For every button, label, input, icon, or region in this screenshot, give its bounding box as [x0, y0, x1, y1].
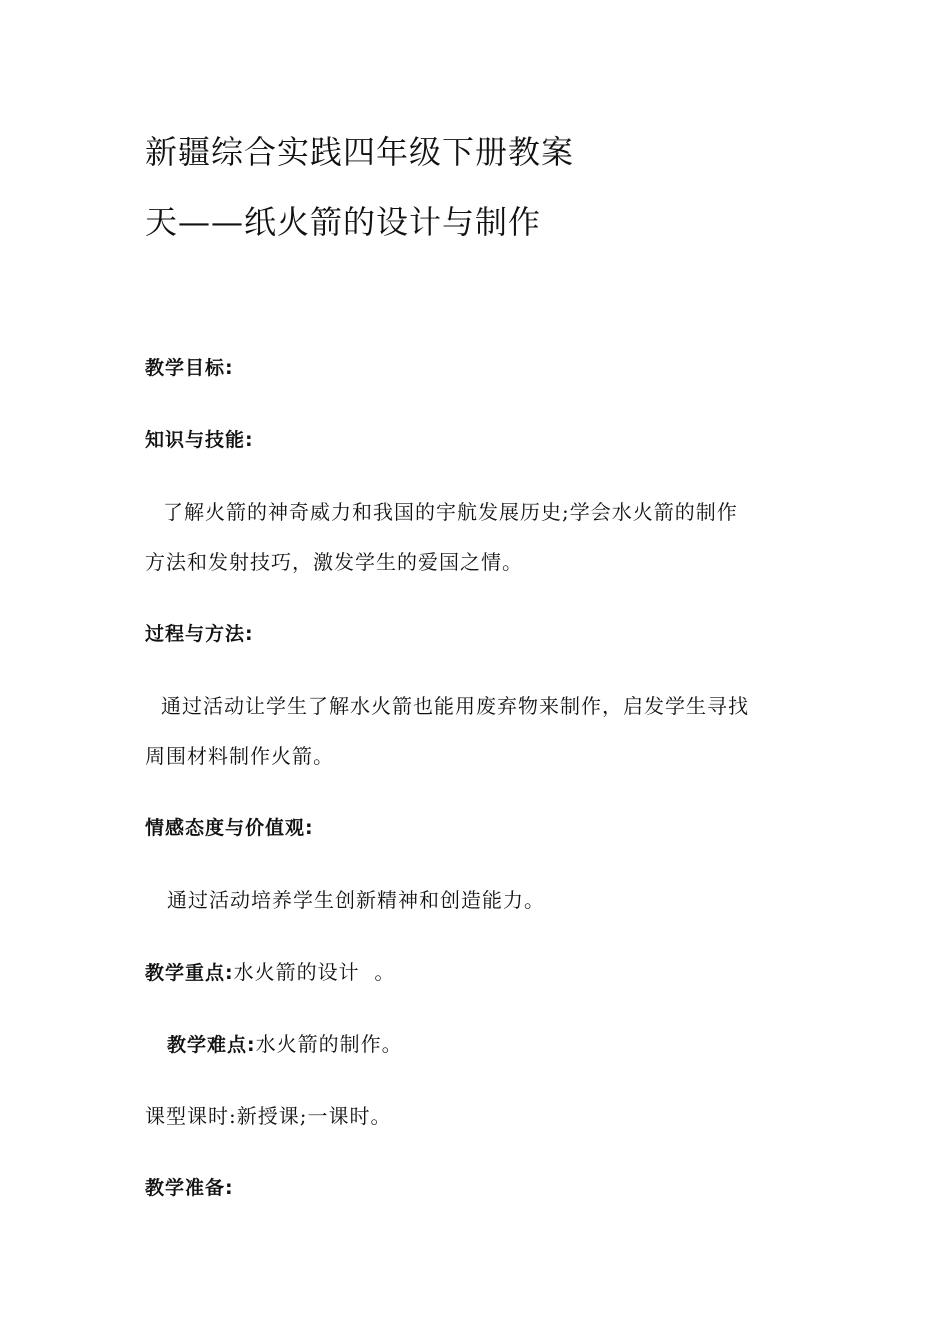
- key-point-label: 教学重点:: [145, 962, 234, 984]
- difficulty-value: 水火箭的制作。: [255, 1032, 403, 1056]
- difficulty-label: 教学难点:: [167, 1034, 256, 1056]
- key-point-value: 水火箭的设计 。: [233, 960, 396, 984]
- difficulty-row: [167, 1030, 403, 1059]
- document-title-line-1: 新疆综合实践四年级下册教案: [145, 133, 575, 171]
- process-method-text-line-1: 通过活动让学生了解水火箭也能用废弃物来制作，启发学生寻找: [161, 694, 749, 718]
- teaching-goals-heading: 教学目标:: [145, 357, 234, 379]
- knowledge-skills-text-line-1: 了解火箭的神奇威力和我国的宇航发展历史;学会水火箭的制作: [163, 500, 738, 524]
- document-title-line-2: 天——纸火箭的设计与制作: [145, 203, 542, 241]
- knowledge-skills-heading: 知识与技能:: [145, 429, 254, 451]
- lesson-type-text: 课型课时:新授课;一课时。: [145, 1104, 392, 1128]
- emotion-attitude-heading: 情感态度与价值观:: [145, 817, 314, 839]
- process-method-heading: 过程与方法:: [145, 623, 254, 645]
- process-method-text-line-2: 周围材料制作火箭。: [145, 744, 334, 768]
- preparation-heading: 教学准备:: [145, 1177, 234, 1199]
- emotion-attitude-text: 通过活动培养学生创新精神和创造能力。: [167, 888, 545, 912]
- knowledge-skills-text-line-2: 方法和发射技巧，激发学生的爱国之情。: [145, 550, 523, 574]
- key-point-row: [145, 958, 395, 987]
